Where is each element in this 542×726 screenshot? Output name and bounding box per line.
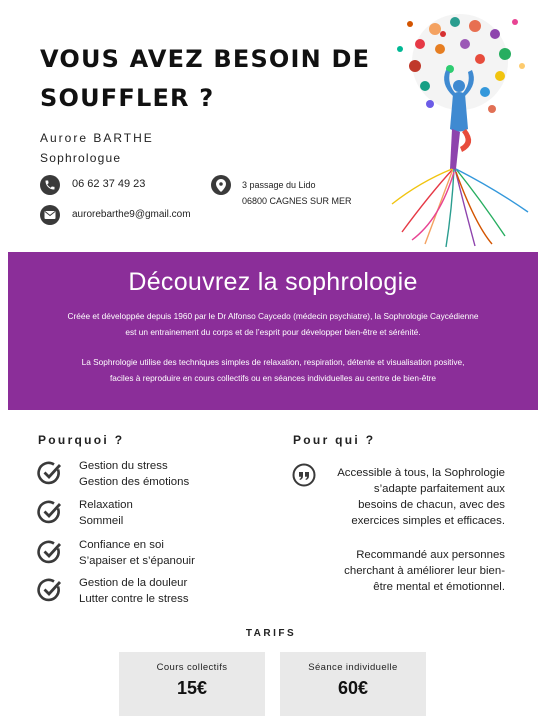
checkmark-icon <box>37 499 63 525</box>
email-address[interactable]: aurorebarthe9@gmail.com <box>72 209 191 220</box>
tree-of-life-illustration <box>380 4 540 249</box>
price-value: 15€ <box>176 678 208 698</box>
pour-qui-line: être mental et émotionnel. <box>373 581 505 593</box>
pour-qui-paragraph-2 <box>315 547 505 595</box>
pour-qui-heading: Pour qui ? <box>293 433 376 447</box>
pour-qui-line: cherchant à améliorer leur bien- <box>344 565 505 577</box>
pour-qui-line: Recommandé aux personnes <box>356 549 505 561</box>
list-item-line-2: Gestion des émotions <box>79 475 190 488</box>
list-item-line-2: S’apaiser et s’épanouir <box>79 554 195 567</box>
list-item-line-2: Lutter contre le stress <box>79 592 189 605</box>
intro-paragraph-2 <box>8 354 538 386</box>
list-item-line-1: Gestion du stress <box>79 460 168 472</box>
list-item <box>79 538 195 569</box>
checkmark-icon <box>37 577 63 603</box>
list-item <box>79 498 133 529</box>
price-label: Cours collectifs <box>156 662 228 673</box>
quote-icon <box>292 463 316 487</box>
page-title: VOUS AVEZ BESOIN DE SOUFFLER ? <box>40 45 371 112</box>
pour-qui-line: Accessible à tous, la Sophrologie <box>337 467 505 479</box>
intro-banner <box>8 252 538 410</box>
practitioner-profession: Sophrologue <box>40 151 122 165</box>
list-item <box>79 576 189 607</box>
price-label: Séance individuelle <box>308 662 398 673</box>
intro-paragraph-2-line-1: La Sophrologie utilise des techniques simples de relaxation, respiration, détente et visualisation positive, <box>81 357 465 367</box>
list-item-line-1: Confiance en soi <box>79 539 164 551</box>
location-pin-icon <box>211 175 231 195</box>
intro-paragraph-1-line-1: Créée et développée depuis 1960 par le Dr Alfonso Caycedo (médecin psychiatre), la Sophrologie Caycédienne <box>67 311 479 321</box>
phone-number[interactable]: 06 62 37 49 23 <box>72 178 146 190</box>
tarifs-heading: TARIFS <box>245 628 297 639</box>
list-item-line-1: Gestion de la douleur <box>79 577 188 589</box>
pour-qui-line: besoins de chacun, avec des <box>358 499 505 511</box>
practitioner-name: Aurore BARTHE <box>40 131 154 145</box>
phone-icon <box>40 175 60 195</box>
list-item-line-1: Relaxation <box>79 499 133 511</box>
email-icon <box>40 205 60 225</box>
address-line-2: 06800 CAGNES SUR MER <box>242 196 352 206</box>
checkmark-icon <box>37 539 63 565</box>
intro-paragraph-1-line-2: est un entrainement du corps et de l’esprit pour développer bien-être et sérénité. <box>125 327 421 337</box>
intro-heading: Découvrez la sophrologie <box>128 268 418 296</box>
intro-paragraph-1 <box>8 308 538 340</box>
price-card-individual <box>280 652 426 716</box>
pour-qui-line: s’adapte parfaitement aux <box>373 483 505 495</box>
intro-paragraph-2-line-2: faciles à reproduire en cours collectifs ou en séances individuelles au centre de bien-être <box>109 373 437 383</box>
price-card-group <box>119 652 265 716</box>
address-line-1: 3 passage du Lido <box>242 180 316 190</box>
pourquoi-heading: Pourquoi ? <box>38 433 125 447</box>
pour-qui-paragraph-1 <box>315 465 505 529</box>
list-item <box>79 459 189 490</box>
pour-qui-line: exercices simples et efficaces. <box>351 515 505 527</box>
checkmark-icon <box>37 460 63 486</box>
list-item-line-2: Sommeil <box>79 514 124 527</box>
price-value: 60€ <box>337 678 369 698</box>
